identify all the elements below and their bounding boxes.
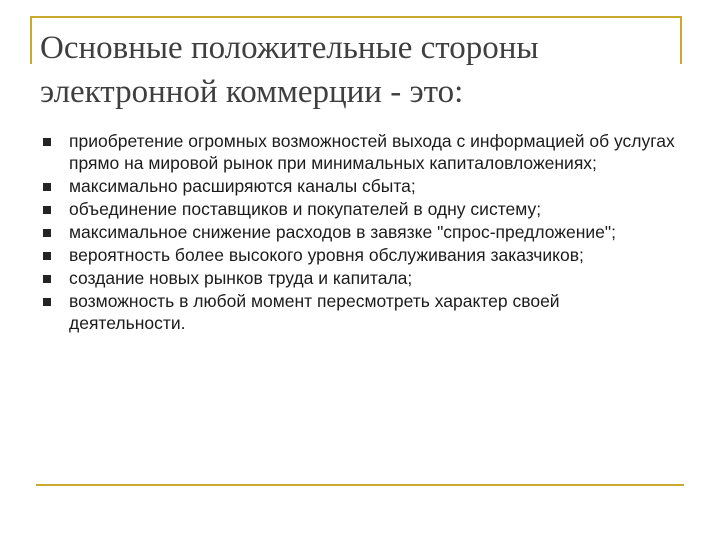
list-item-text: максимально расширяются каналы сбыта; xyxy=(69,176,416,196)
list-item-text: максимальное снижение расходов в завязке "спрос-предложение"; xyxy=(69,222,616,242)
square-bullet-icon xyxy=(43,275,51,283)
bottom-divider xyxy=(36,484,684,486)
bullet-list xyxy=(40,130,680,335)
frame-top-line xyxy=(30,16,682,18)
square-bullet-icon xyxy=(43,252,51,260)
list-item xyxy=(40,221,680,243)
list-item xyxy=(40,130,680,174)
slide-title xyxy=(40,26,680,114)
slide-title-line: Основные положительные стороны xyxy=(40,30,539,66)
list-item-text: приобретение огромных возможностей выхода с информацией об услугах прямо на мировой рынок при минимальных капиталовложениях; xyxy=(69,131,675,173)
frame-right-line xyxy=(680,16,682,64)
list-item-text: вероятность более высокого уровня обслуживания заказчиков; xyxy=(69,245,584,265)
list-item xyxy=(40,267,680,289)
list-item xyxy=(40,244,680,266)
square-bullet-icon xyxy=(43,298,51,306)
list-item-text: возможность в любой момент пересмотреть характер своей деятельности. xyxy=(69,291,560,333)
list-item-text: объединение поставщиков и покупателей в одну систему; xyxy=(69,199,542,219)
list-item-text: создание новых рынков труда и капитала; xyxy=(69,268,413,288)
list-item xyxy=(40,198,680,220)
square-bullet-icon xyxy=(43,183,51,191)
list-item xyxy=(40,175,680,197)
list-item xyxy=(40,290,680,334)
square-bullet-icon xyxy=(43,206,51,214)
square-bullet-icon xyxy=(43,229,51,237)
slide-title-line: электронной коммерции - это: xyxy=(40,74,464,110)
frame-left-line xyxy=(30,16,32,64)
square-bullet-icon xyxy=(43,138,51,146)
